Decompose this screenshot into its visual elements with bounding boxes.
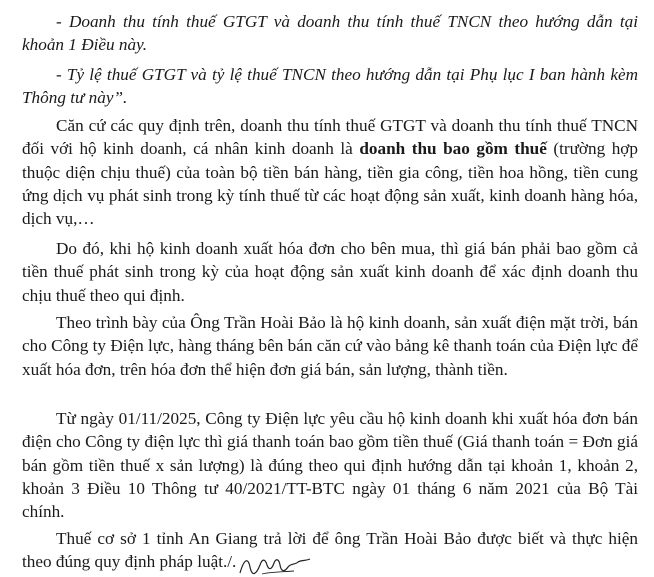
legal-basis-text-end: (trường hợp thuộc diện chịu thuế) của toàn bộ tiền bán hàng, tiền gia công, tiền hoa hồng, tiền cung ứng dịch vụ phát sinh trong kỳ tính thuế từ các hoạt động sản xuất, kinh doanh hàng hóa, dịch vụ,… [22,139,638,229]
closing-text: Thuế cơ sở 1 tỉnh An Giang trả lời để ông Trần Hoài Bảo được biết và thực hiện theo đúng quy định pháp luật./. [22,529,638,572]
paragraph-legal-basis [22,114,638,230]
paragraph-utility-requirement: Từ ngày 01/11/2025, Công ty Điện lực yêu cầu hộ kinh doanh khi xuất hóa đơn bán điện cho Công ty điện lực thì giá thanh toán bao gồm tiền thuế (Giá thanh toán = Đơn giá bán gồm tiền thuế x sản lượng) là đúng theo qui định hướng dẫn tại khoản 1, khoản 2, khoản 3 Điều 10 Thông tư 40/2021/TT-BTC ngày 01 tháng 6 năm 2021 của Bộ Tài chính. [22,409,638,522]
quote-bullet-revenue: - Doanh thu tính thuế GTGT và doanh thu tính thuế TNCN theo hướng dẫn tại khoản 1 Điều này. [22,12,638,55]
handwritten-signature [238,553,312,577]
emphasis-revenue-including-tax: doanh thu bao gồm thuế [359,139,547,159]
quote-bullet-tax-rate: - Tỷ lệ thuế GTGT và tỷ lệ thuế TNCN theo hướng dẫn tại Phụ lục I ban hành kèm Thông tư này”. [22,65,638,108]
paragraph-conclusion: Do đó, khi hộ kinh doanh xuất hóa đơn cho bên mua, thì giá bán phải bao gồm cả tiền thuế phát sinh trong kỳ của hoạt động sản xuất kinh doanh để xác định doanh thu chịu thuế theo qui định. [22,239,638,305]
paragraph-closing [22,527,638,577]
legal-basis-text-start: Căn cứ các quy định trên, doanh thu tính thuế GTGT và doanh thu tính thuế TNCN đối với hộ kinh doanh, cá nhân kinh doanh là [22,116,638,159]
paragraph-case-description: Theo trình bày của Ông Trần Hoài Bảo là hộ kinh doanh, sản xuất điện mặt trời, bán cho Công ty Điện lực, hàng tháng bên bán căn cứ vào bảng kê thanh toán của Điện lực để xuất hóa đơn, trên hóa đơn thể hiện đơn giá bán, sản lượng, thành tiền. [22,313,638,379]
